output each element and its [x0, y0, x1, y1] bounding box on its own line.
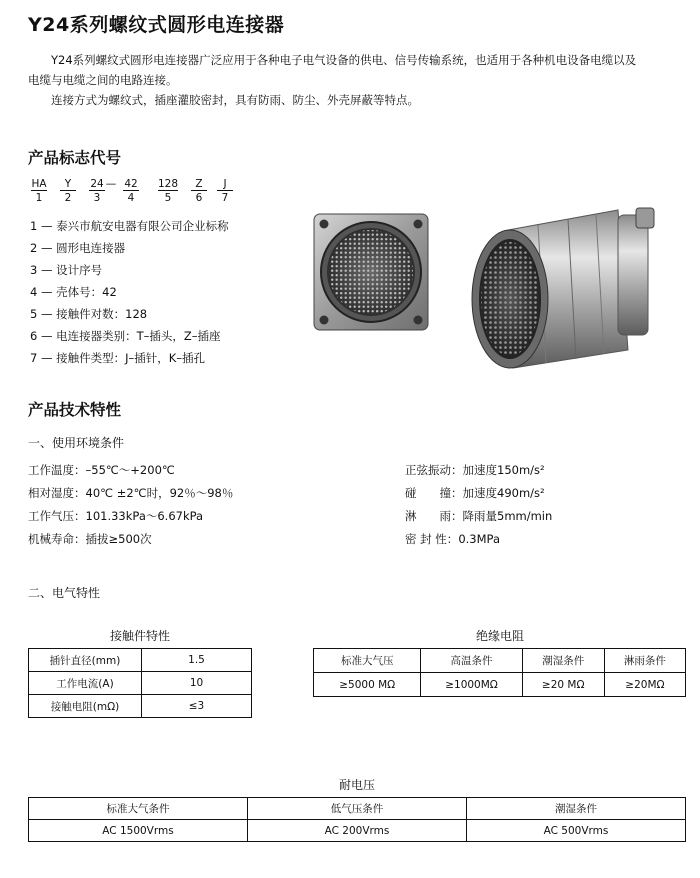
table-cell: ≥20 MΩ	[522, 673, 604, 697]
env-conditions-heading: 一、使用环境条件	[28, 436, 125, 450]
env-value: 降雨量5mm/min	[462, 509, 553, 523]
code-index-6: 6	[195, 192, 203, 204]
env-value: 加速度150m/s²	[462, 463, 545, 477]
code-index-1: 1	[35, 192, 43, 204]
table-header-cell: 低气压条件	[248, 798, 467, 820]
env-temperature: 工作温度：–55℃～+200℃	[28, 463, 175, 477]
table-cell: AC 500Vrms	[467, 820, 686, 842]
table-header-cell: 标准大气条件	[29, 798, 248, 820]
contact-table-caption: 接触件特性	[110, 629, 171, 643]
code-part-128: 128	[157, 178, 179, 190]
env-value: 0.3MPa	[458, 532, 500, 546]
table-cell: 10	[142, 672, 252, 695]
table-header-cell: 标准大气压	[314, 649, 421, 673]
code-index-2: 2	[64, 192, 72, 204]
env-value: 加速度490m/s²	[462, 486, 545, 500]
legend-item: 4 — 壳体号：42	[30, 285, 117, 299]
code-underline	[60, 190, 76, 191]
code-part-j: J	[223, 178, 227, 190]
intro-paragraph	[28, 50, 688, 110]
env-mech-life: 机械寿命：插拔≥500次	[28, 532, 152, 546]
section-heading-code: 产品标志代号	[28, 149, 122, 167]
table-cell: AC 1500Vrms	[29, 820, 248, 842]
table-cell: ≥1000MΩ	[421, 673, 522, 697]
electrical-heading: 二、电气特性	[28, 586, 101, 600]
code-dash: —	[105, 178, 117, 190]
code-index-3: 3	[93, 192, 101, 204]
env-humidity: 相对湿度：40℃ ±2℃时，92％～98％	[28, 486, 234, 500]
table-cell: 插针直径(mm)	[29, 649, 142, 672]
code-underline	[191, 190, 207, 191]
env-label: 淋 雨：	[405, 509, 463, 523]
env-label: 碰 撞：	[405, 486, 463, 500]
code-index-4: 4	[127, 192, 135, 204]
env-pressure: 工作气压：101.33kPa～6.67kPa	[28, 509, 204, 523]
code-underline	[158, 190, 178, 191]
code-underline	[31, 190, 47, 191]
table-cell: ≤3	[142, 695, 252, 718]
code-underline	[123, 190, 139, 191]
product-code	[30, 178, 250, 208]
socket-photo	[312, 210, 432, 335]
code-index-7: 7	[221, 192, 229, 204]
table-row	[29, 672, 252, 695]
table-row	[29, 820, 686, 842]
insulation-table-caption: 绝缘电阻	[476, 629, 525, 643]
contact-table	[28, 648, 252, 718]
intro-line-1: Y24系列螺纹式圆形电连接器广泛应用于各种电子电气设备的供电、信号传输系统，也适用于各种机电设备电缆以及	[51, 53, 637, 67]
table-cell: 1.5	[142, 649, 252, 672]
voltage-table-caption: 耐电压	[339, 778, 376, 792]
table-cell: 工作电流(A)	[29, 672, 142, 695]
code-underline	[217, 190, 233, 191]
env-vibration	[405, 462, 545, 478]
code-part-y: Y	[64, 178, 72, 190]
intro-line-3: 连接方式为螺纹式，插座灌胶密封，具有防雨、防尘、外壳屏蔽等特点。	[51, 93, 419, 107]
code-part-z: Z	[195, 178, 203, 190]
legend-item: 2 — 圆形电连接器	[30, 241, 126, 255]
legend-item: 7 — 接触件类型：J–插针，K–插孔	[30, 351, 206, 365]
section-heading-tech: 产品技术特性	[28, 401, 122, 419]
table-cell: ≥20MΩ	[604, 673, 685, 697]
table-row	[314, 673, 686, 697]
page-title: Y24系列螺纹式圆形电连接器	[28, 14, 285, 36]
code-index-5: 5	[164, 192, 172, 204]
env-sealing	[405, 531, 500, 547]
table-header-cell: 淋雨条件	[604, 649, 685, 673]
table-row	[29, 649, 252, 672]
env-shock	[405, 485, 545, 501]
legend-item: 3 — 设计序号	[30, 263, 103, 277]
code-underline	[89, 190, 105, 191]
legend-item: 5 — 接触件对数：128	[30, 307, 148, 321]
voltage-table	[28, 797, 686, 842]
table-header-row	[314, 649, 686, 673]
env-label: 正弦振动：	[405, 463, 463, 477]
legend-item: 6 — 电连接器类别：T–插头，Z–插座	[30, 329, 221, 343]
env-rain	[405, 508, 552, 524]
table-header-cell: 潮湿条件	[522, 649, 604, 673]
legend-item: 1 — 泰兴市航安电器有限公司企业标称	[30, 219, 229, 233]
table-header-cell: 潮湿条件	[467, 798, 686, 820]
table-cell: 接触电阻(mΩ)	[29, 695, 142, 718]
code-part-42: 42	[124, 178, 138, 190]
table-row	[29, 695, 252, 718]
table-header-row	[29, 798, 686, 820]
insulation-table	[313, 648, 686, 697]
code-part-ha: HA	[31, 178, 47, 190]
plug-photo	[468, 200, 668, 375]
table-cell: ≥5000 MΩ	[314, 673, 421, 697]
intro-line-2: 电缆与电缆之间的电路连接。	[28, 73, 178, 87]
env-label: 密 封 性：	[405, 532, 459, 546]
table-header-cell: 高温条件	[421, 649, 522, 673]
code-part-24: 24	[90, 178, 104, 190]
table-cell: AC 200Vrms	[248, 820, 467, 842]
